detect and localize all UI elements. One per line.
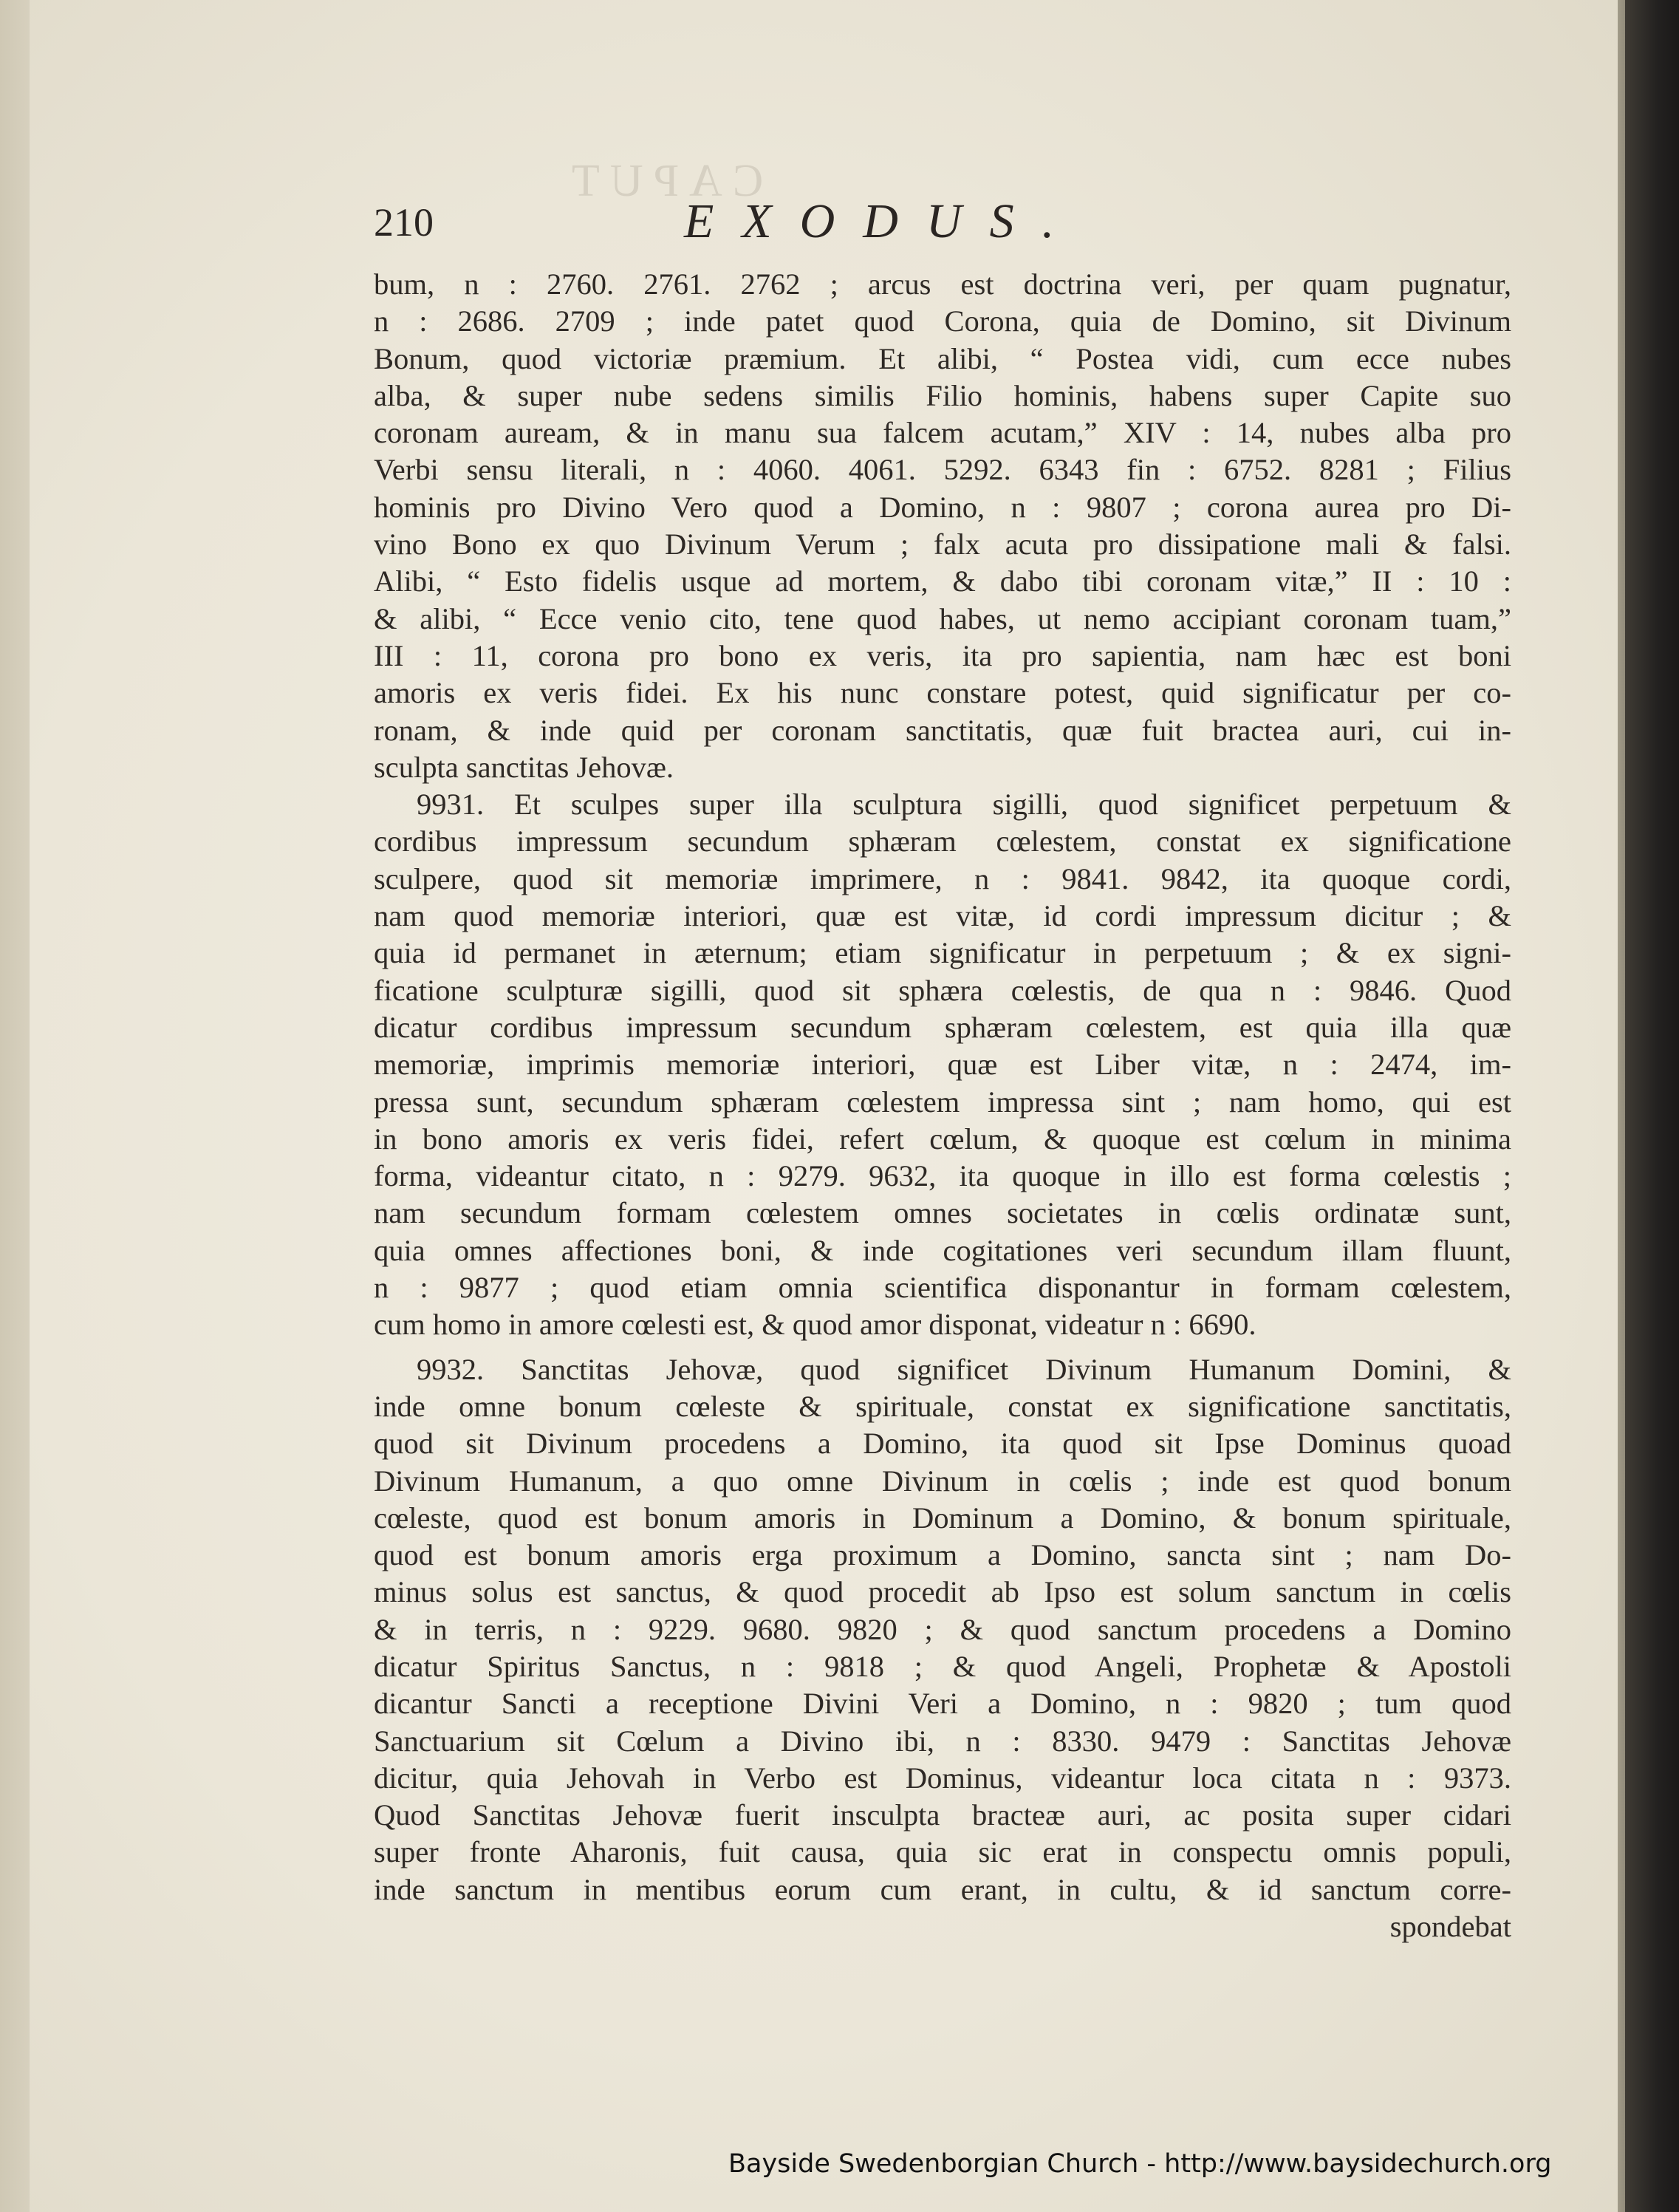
- text-line: quia omnes affectiones boni, & inde cogitationes veri secundum illam fluunt,: [374, 1233, 1511, 1267]
- text-line: in bono amoris ex veris fidei, refert cœlum, & quoque est cœlum in minima: [374, 1122, 1511, 1156]
- text-line: Quod Sanctitas Jehovæ fuerit insculpta bracteæ auri, ac posita super cidari: [374, 1798, 1511, 1832]
- text-line: dicatur Spiritus Sanctus, n : 9818 ; & quod Angeli, Prophetæ & Apostoli: [374, 1649, 1511, 1683]
- text-line: coronam auream, & in manu sua falcem acutam,” XIV : 14, nubes alba pro: [374, 416, 1511, 450]
- page-number: 210: [374, 200, 434, 245]
- text-line: nam secundum formam cœlestem omnes societates in cœlis ordinatæ sunt,: [374, 1196, 1511, 1230]
- text-line: ficatione sculpturæ sigilli, quod sit sphæra cœlestis, de qua n : 9846. Quod: [374, 973, 1511, 1007]
- watermark-credit: Bayside Swedenborgian Church - http://www.baysidechurch.org: [728, 2149, 1552, 2179]
- show-through-text: CAPUT: [561, 156, 764, 206]
- text-line: Bonum, quod victoriæ præmium. Et alibi, “ Postea vidi, cum ecce nubes: [374, 341, 1511, 375]
- text-line: pressa sunt, secundum sphæram cœlestem impressa sint ; nam homo, qui est: [374, 1085, 1511, 1119]
- text-line: n : 2686. 2709 ; inde patet quod Corona, quia de Domino, sit Divinum: [374, 304, 1511, 338]
- text-line: alba, & super nube sedens similis Filio hominis, habens super Capite suo: [374, 378, 1511, 412]
- text-line: Divinum Humanum, a quo omne Divinum in cœlis ; inde est quod bonum: [374, 1464, 1511, 1498]
- text-line: inde omne bonum cœleste & spirituale, constat ex significatione sanctitatis,: [374, 1389, 1511, 1423]
- text-line: & alibi, “ Ecce venio cito, tene quod habes, ut nemo accipiant coronam tuam,”: [374, 601, 1511, 635]
- text-line: vino Bono ex quo Divinum Verum ; falx acuta pro dissipatione mali & falsi.: [374, 528, 1511, 561]
- text-line: super fronte Aharonis, fuit causa, quia sic erat in conspectu omnis populi,: [374, 1835, 1511, 1869]
- text-line: inde sanctum in mentibus eorum cum erant, in cultu, & id sanctum corre-: [374, 1872, 1511, 1906]
- text-line: hominis pro Divino Vero quod a Domino, n : 9807 ; corona aurea pro Di-: [374, 490, 1511, 524]
- text-line: Alibi, “ Esto fidelis usque ad mortem, & dabo tibi coronam vitæ,” II : 10 :: [374, 564, 1511, 598]
- text-line: Verbi sensu literali, n : 4060. 4061. 5292. 6343 fin : 6752. 8281 ; Filius: [374, 453, 1511, 487]
- book-binding-edge: [1625, 0, 1679, 2212]
- text-line: cum homo in amore cœlesti est, & quod amor disponat, videatur n : 6690.: [374, 1308, 1256, 1342]
- text-line: n : 9877 ; quod etiam omnia scientifica disponantur in formam cœlestem,: [374, 1271, 1511, 1305]
- text-line: memoriæ, imprimis memoriæ interiori, quæ est Liber vitæ, n : 2474, im-: [374, 1048, 1511, 1082]
- text-line: nam quod memoriæ interiori, quæ est vitæ, id cordi impressum dicitur ; &: [374, 899, 1511, 933]
- text-line: quod sit Divinum procedens a Domino, ita quod sit Ipse Dominus quoad: [374, 1427, 1511, 1461]
- catchword: spondebat: [1389, 1910, 1511, 1944]
- text-line: dicatur cordibus impressum secundum sphæram cœlestem, est quia illa quæ: [374, 1010, 1511, 1044]
- text-line: quia id permanet in æternum; etiam significatur in perpetuum ; & ex signi-: [374, 936, 1511, 970]
- page-header: [374, 194, 1511, 253]
- text-line: minus solus est sanctus, & quod procedit ab Ipso est solum sanctum in cœlis: [374, 1575, 1511, 1609]
- text-line: quod est bonum amoris erga proximum a Domino, sancta sint ; nam Do-: [374, 1538, 1511, 1572]
- running-head: EXODUS.: [684, 194, 1083, 248]
- text-line: Sanctuarium sit Cœlum a Divino ibi, n : 8330. 9479 : Sanctitas Jehovæ: [374, 1724, 1511, 1758]
- text-line: sculpere, quod sit memoriæ imprimere, n : 9841. 9842, ita quoque cordi,: [374, 861, 1511, 895]
- text-line: dicitur, quia Jehovah in Verbo est Dominus, videantur loca citata n : 9373.: [374, 1761, 1511, 1795]
- text-line: cordibus impressum secundum sphæram cœlestem, constat ex significatione: [374, 825, 1511, 858]
- paragraph-start-9932: 9932. Sanctitas Jehovæ, quod significet Divinum Humanum Domini, &: [417, 1352, 1511, 1386]
- text-line: III : 11, corona pro bono ex veris, ita pro sapientia, nam hæc est boni: [374, 638, 1511, 672]
- text-line: & in terris, n : 9229. 9680. 9820 ; & quod sanctum procedens a Domino: [374, 1612, 1511, 1646]
- text-line: dicantur Sancti a receptione Divini Veri a Domino, n : 9820 ; tum quod: [374, 1687, 1511, 1721]
- text-line: cœleste, quod est bonum amoris in Dominum a Domino, & bonum spirituale,: [374, 1501, 1511, 1535]
- text-line: ronam, & inde quid per coronam sanctitatis, quæ fuit bractea auri, cui in-: [374, 713, 1511, 747]
- body-text: [374, 266, 1511, 1945]
- paragraph-start-9931: 9931. Et sculpes super illa sculptura sigilli, quod significet perpetuum &: [417, 788, 1511, 822]
- text-line: sculpta sanctitas Jehovæ.: [374, 750, 674, 784]
- text-line: bum, n : 2760. 2761. 2762 ; arcus est doctrina veri, per quam pugnatur,: [374, 267, 1511, 301]
- text-line: amoris ex veris fidei. Ex his nunc constare potest, quid significatur per co-: [374, 676, 1511, 710]
- text-line: forma, videantur citato, n : 9279. 9632, ita quoque in illo est forma cœlestis ;: [374, 1159, 1511, 1193]
